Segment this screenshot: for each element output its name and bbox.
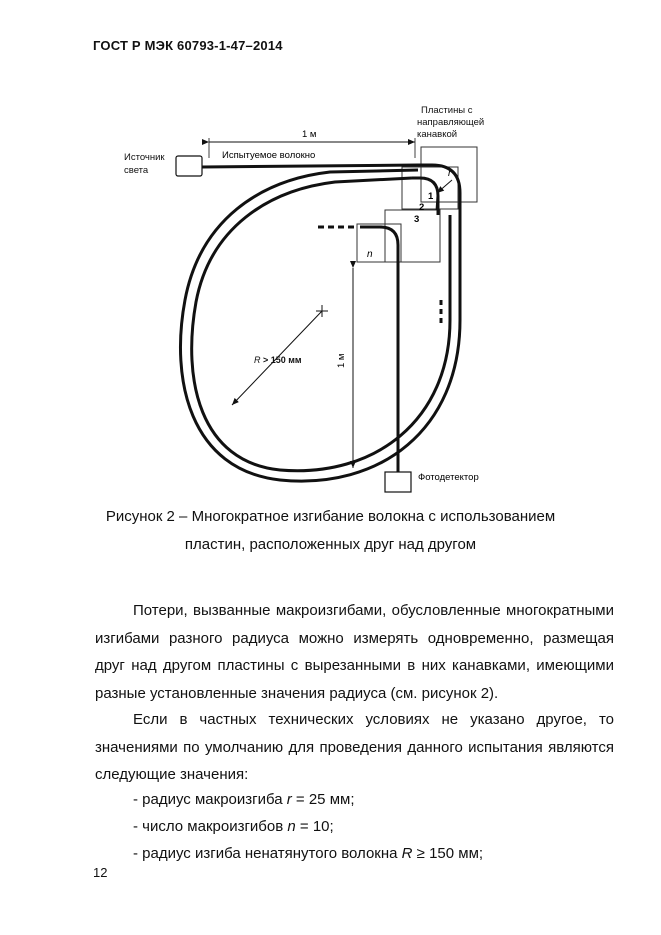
photodetector-box xyxy=(385,472,411,492)
plate-box-bottom xyxy=(357,224,401,262)
figure-caption-line-2: пластин, расположенных друг над другом xyxy=(184,536,477,553)
radius-r-arrow xyxy=(437,180,452,193)
list-item-bend-count: - число макроизгибов n = 10; xyxy=(133,818,334,835)
dim-1m-vertical-label: 1 м xyxy=(336,353,347,368)
figure-caption-line-1: Рисунок 2 – Многократное изгибание волокна с использованием xyxy=(105,508,556,525)
page-number: 12 xyxy=(93,865,108,880)
r-label: r xyxy=(448,168,452,179)
radius-R-label: R > 150 мм xyxy=(254,355,302,365)
list-item-loose-radius: - радиус изгиба ненатянутого волокна R ≥ 150 мм; xyxy=(133,845,484,862)
fiber-loop-middle xyxy=(192,178,450,471)
tested-fiber-label: Испытуемое волокно xyxy=(222,150,316,161)
plates-label: Пластины с направляющей канавкой xyxy=(417,105,485,140)
n-label: n xyxy=(367,249,373,260)
plate-3-label: 3 xyxy=(414,214,420,225)
list-item-bend-radius: - радиус макроизгиба r = 25 мм; xyxy=(133,791,355,808)
paragraph-1: Потери, вызванные макроизгибами, обусловленные многократными изгибами разного радиуса можно измерять одновременно, размещая друг над другом пластины с вырезанными в них канавками, имеющими разные установленные значения радиуса (см. рисунок 2). xyxy=(95,602,614,702)
light-source-label: Источник света xyxy=(124,152,165,176)
photodetector-label: Фотодетектор xyxy=(418,472,479,483)
fiber-detector-lead xyxy=(360,227,398,472)
paragraph-2: Если в частных технических условиях не указано другое, то значениями по умолчанию для проведения данного испытания являются следующие значения: xyxy=(95,711,614,783)
document-header: ГОСТ Р МЭК 60793-1-47–2014 xyxy=(93,38,283,53)
light-source-box xyxy=(176,156,202,176)
plate-2-label: 2 xyxy=(419,202,425,213)
plate-box-low xyxy=(385,210,440,262)
dim-1m-horizontal-label: 1 м xyxy=(302,129,317,140)
plate-1-label: 1 xyxy=(428,191,434,202)
fiber-source-lead xyxy=(202,165,418,167)
